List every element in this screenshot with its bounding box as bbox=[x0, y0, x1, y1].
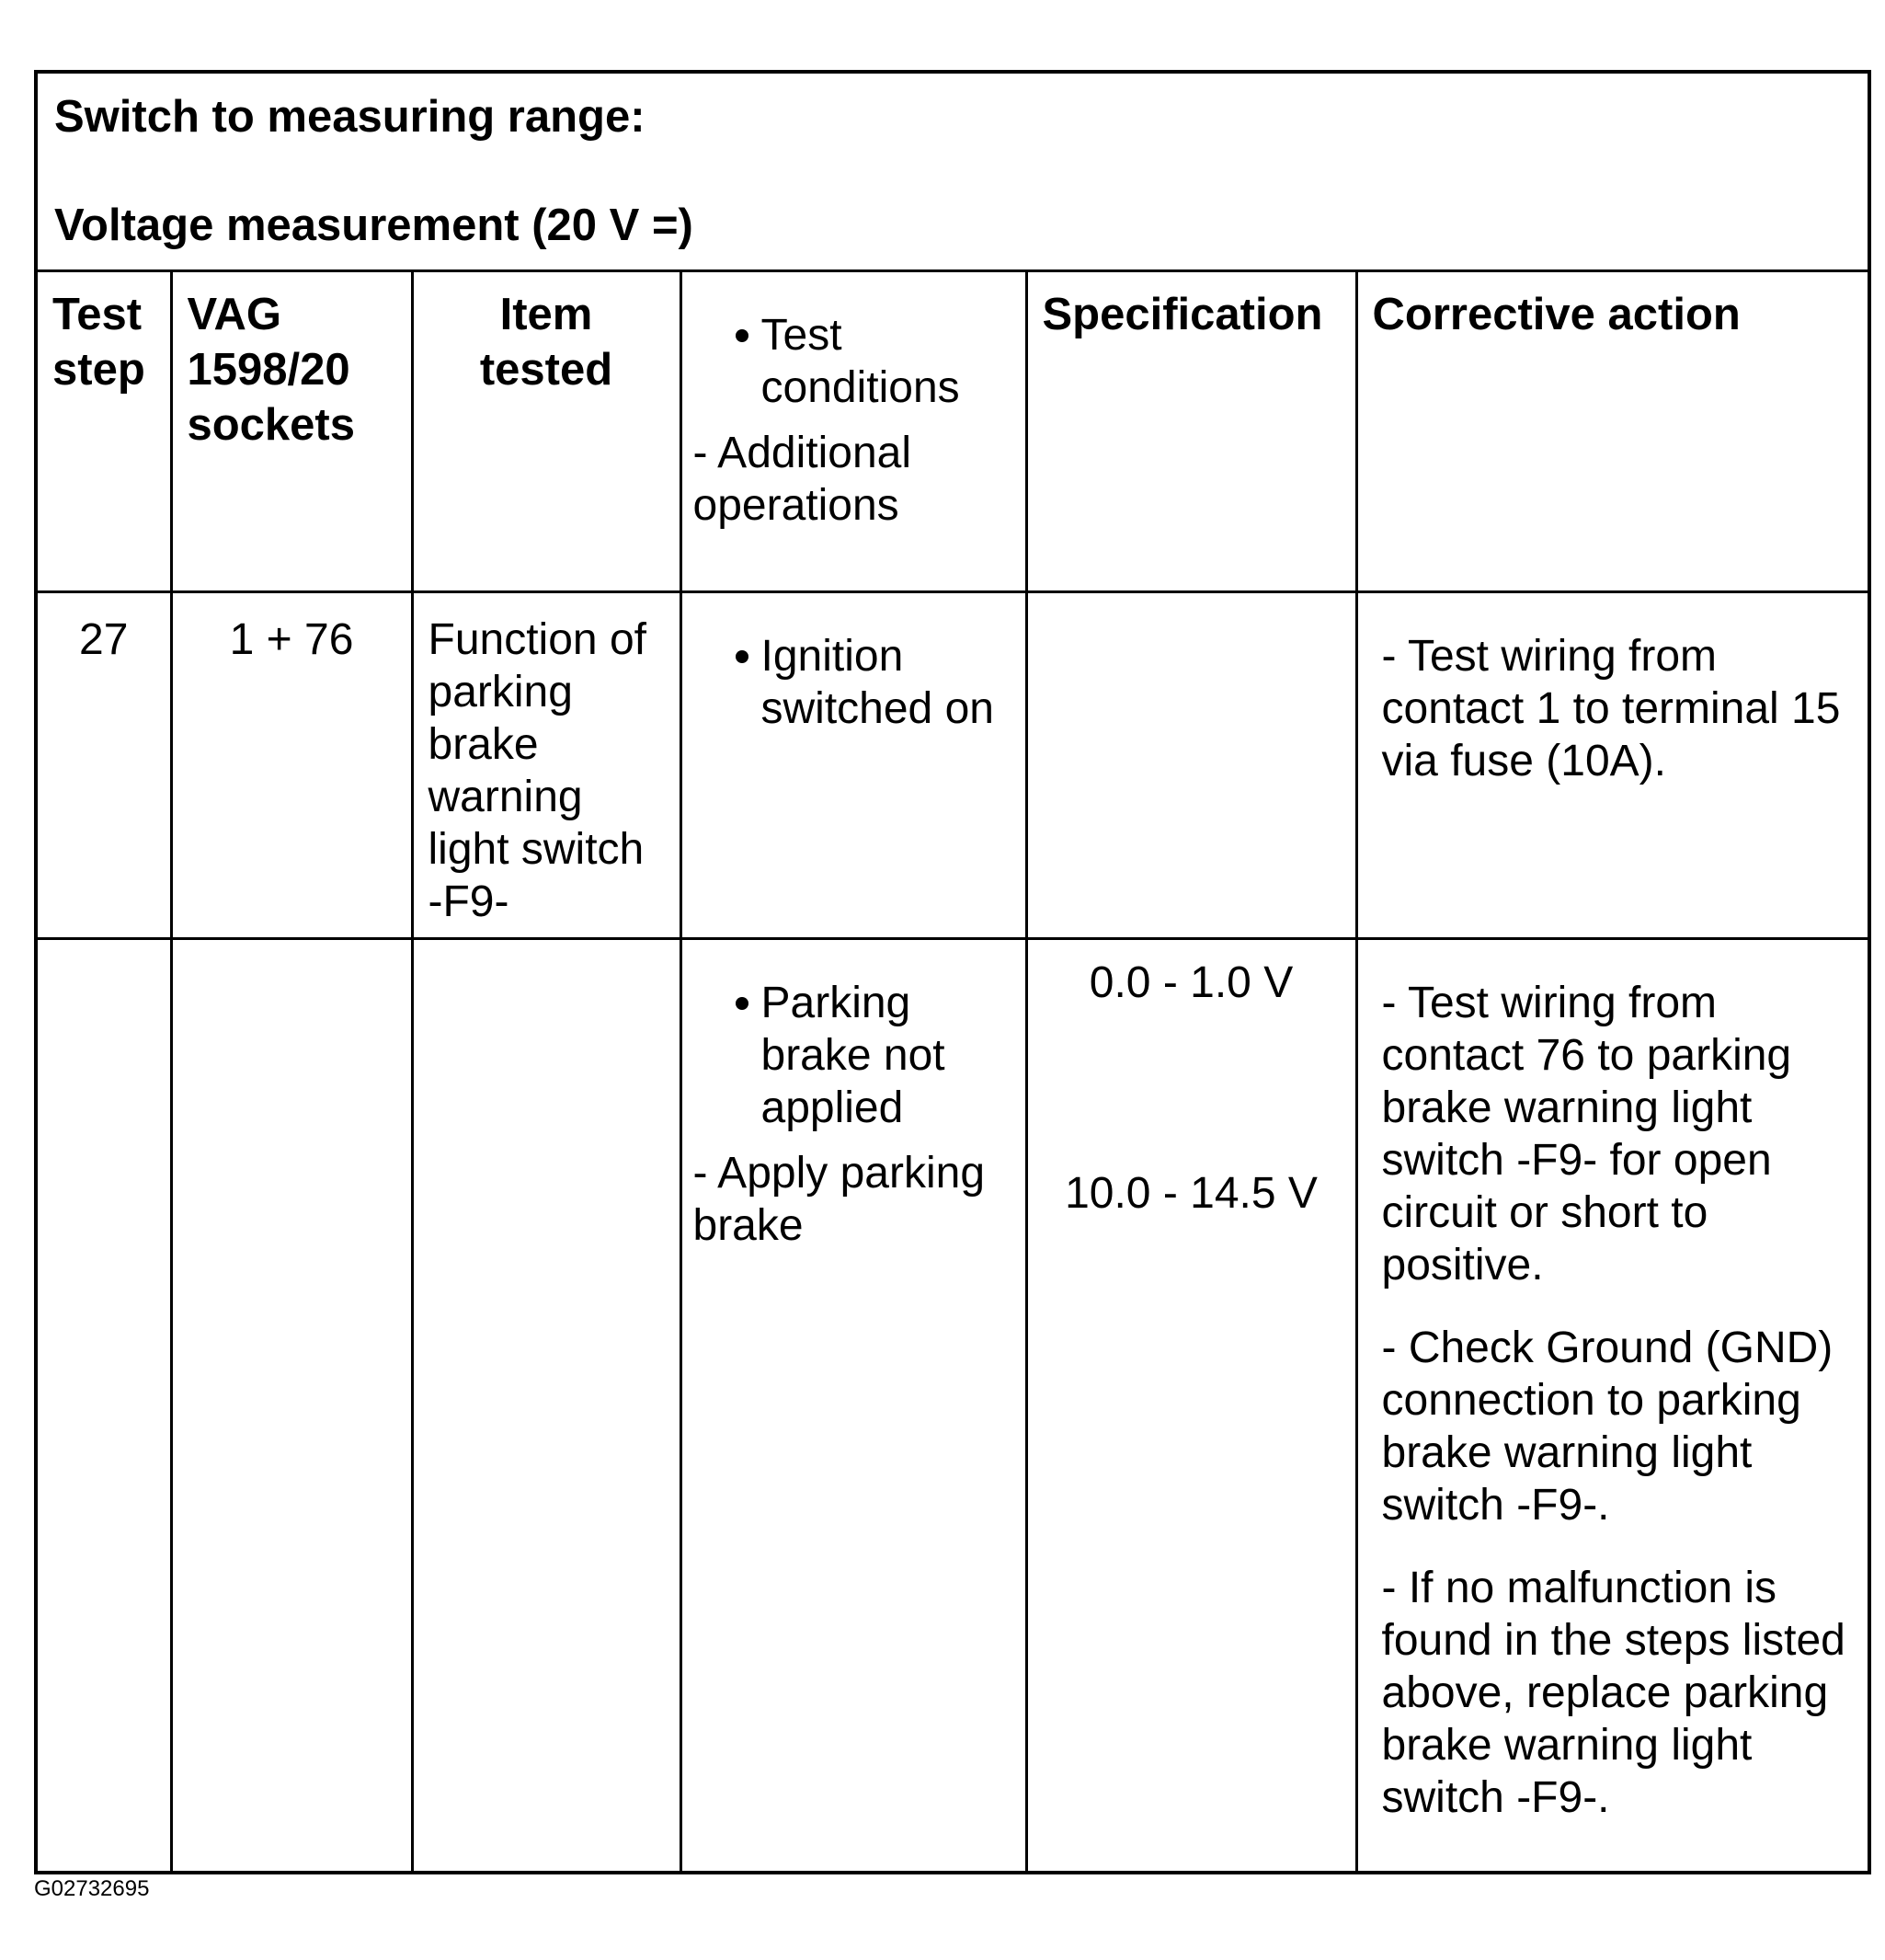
condition-bullet: Ignition switched on bbox=[693, 630, 1014, 735]
spec-cell-empty bbox=[1026, 591, 1356, 938]
spec-value-2: 10.0 - 14.5 V bbox=[1065, 1168, 1318, 1218]
specification-cell bbox=[1026, 938, 1356, 1873]
header-test-conditions: Test conditions bbox=[693, 309, 1014, 414]
header-corrective-action: Corrective action bbox=[1356, 270, 1869, 591]
item-tested-cell-empty bbox=[412, 938, 680, 1873]
operation-text: - Apply parking brake bbox=[692, 1148, 986, 1250]
action-text: - Check Ground (GND) connection to parking brake warning light switch -F9-. bbox=[1381, 1323, 1834, 1530]
header-conditions bbox=[680, 270, 1026, 591]
header-row bbox=[36, 270, 1869, 591]
condition-cell bbox=[680, 591, 1026, 938]
table-row bbox=[36, 938, 1869, 1873]
action-cell bbox=[1356, 938, 1869, 1873]
table-row bbox=[36, 591, 1869, 938]
test-step-cell-empty bbox=[36, 938, 171, 1873]
title-line-2: Voltage measurement (20 V =) bbox=[54, 201, 693, 250]
sockets-cell-empty bbox=[171, 938, 412, 1873]
condition-bullet: Parking brake not applied bbox=[693, 977, 1014, 1134]
header-item-tested: Item tested bbox=[412, 270, 680, 591]
action-text: - Test wiring from contact 76 to parking brake warning light switch -F9- for open circuit or short to positive. bbox=[1381, 978, 1792, 1289]
measuring-range-title bbox=[36, 72, 1869, 270]
action-text: - If no malfunction is found in the steps listed above, replace parking brake warning light switch -F9-. bbox=[1381, 1563, 1845, 1822]
condition-cell bbox=[680, 938, 1026, 1873]
test-procedure-table bbox=[34, 70, 1871, 1874]
header-additional-operations: - Additional operations bbox=[692, 428, 911, 530]
item-tested-cell: Function of parking brake warning light switch -F9- bbox=[412, 591, 680, 938]
action-text: - Test wiring from contact 1 to terminal 15 via fuse (10A). bbox=[1381, 631, 1841, 785]
test-step-cell: 27 bbox=[36, 591, 171, 938]
title-line-1: Switch to measuring range: bbox=[54, 92, 645, 142]
header-specification: Specification bbox=[1026, 270, 1356, 591]
spec-value-1: 0.0 - 1.0 V bbox=[1089, 957, 1294, 1007]
header-test-step: Test step bbox=[36, 270, 171, 591]
header-vag-sockets: VAG 1598/20 sockets bbox=[171, 270, 412, 591]
sockets-cell: 1 + 76 bbox=[171, 591, 412, 938]
figure-id: G02732695 bbox=[34, 1876, 150, 1901]
action-cell bbox=[1356, 591, 1869, 938]
